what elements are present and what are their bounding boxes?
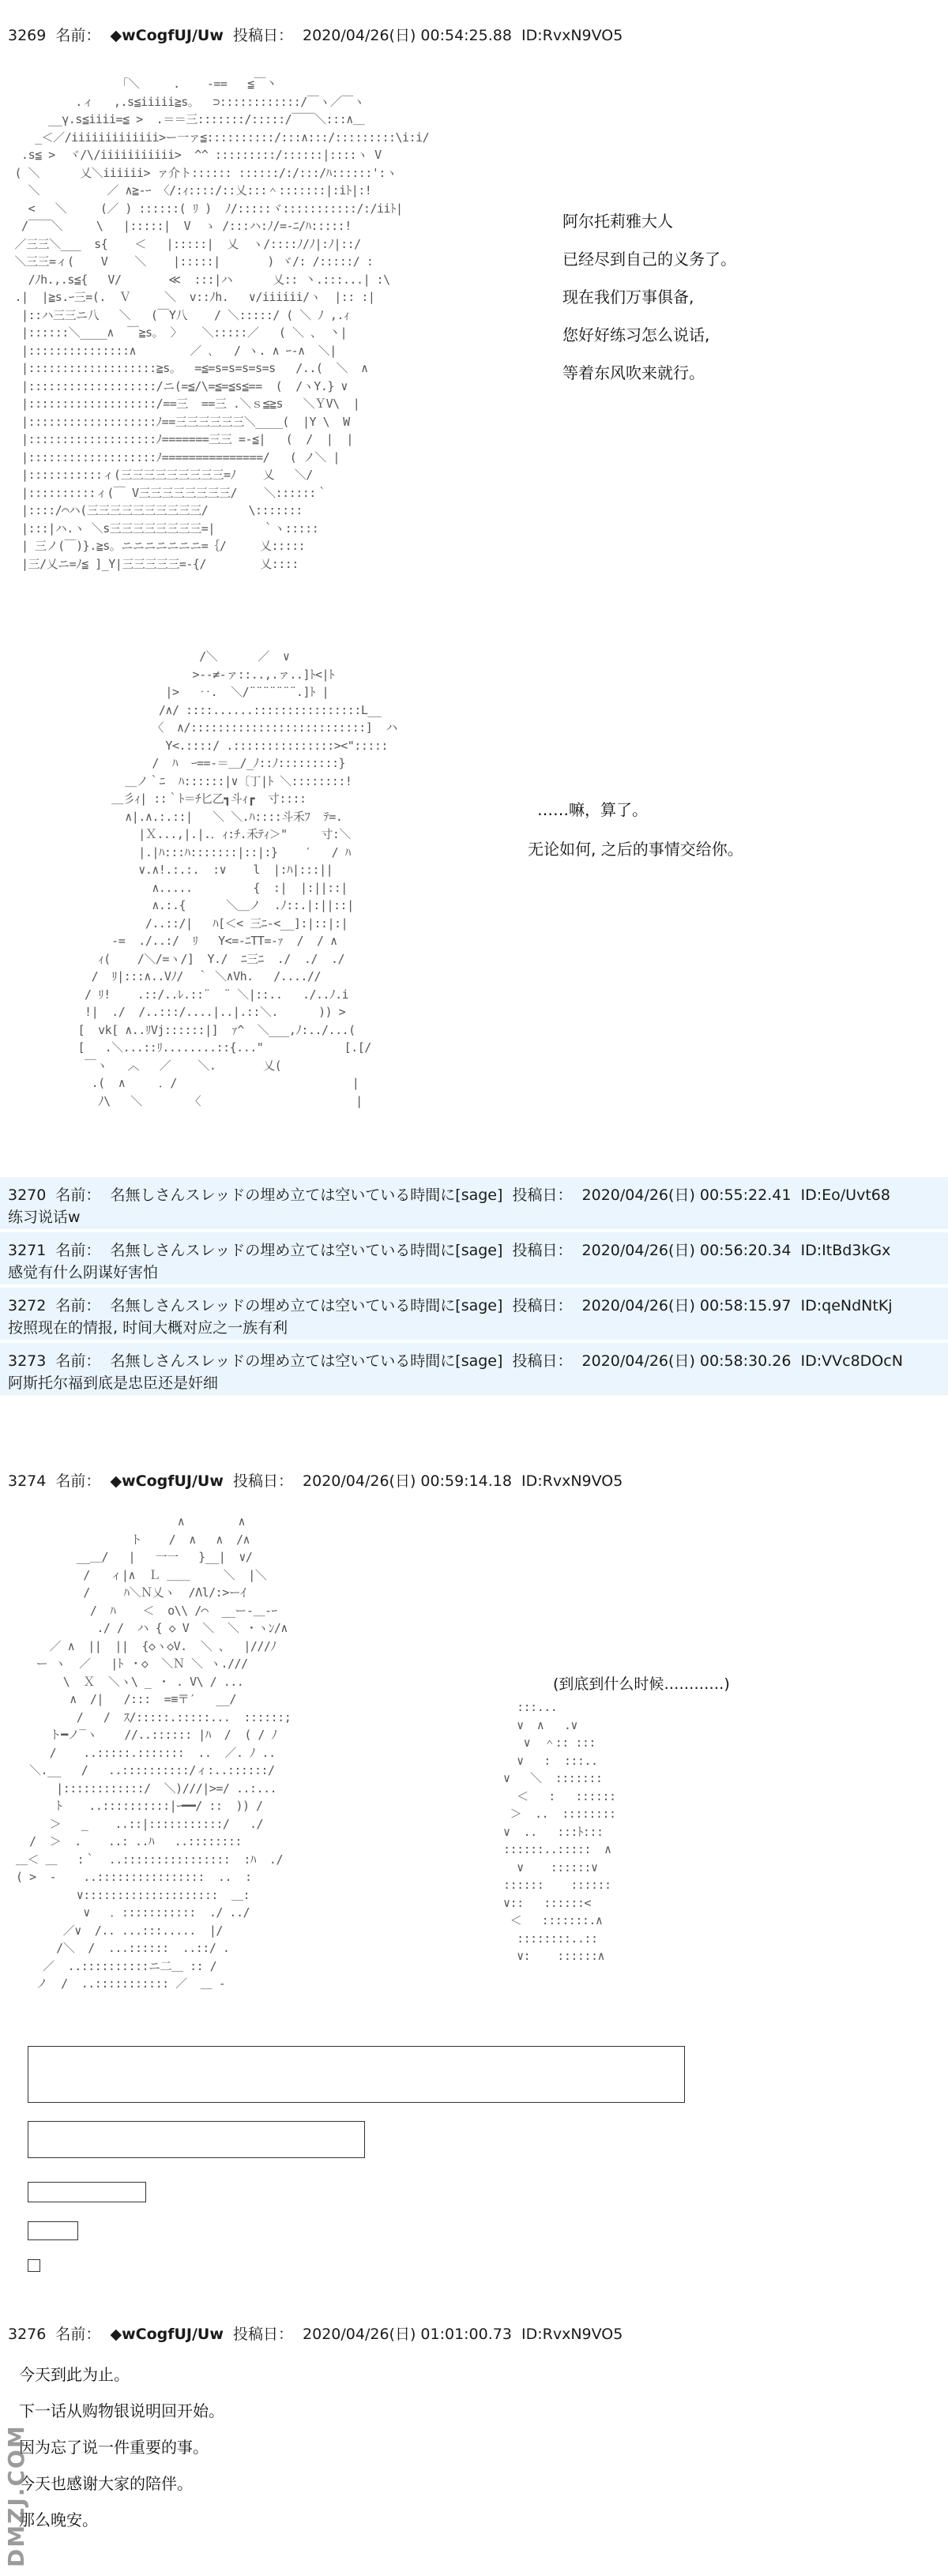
post-name-label: 名前： — [55, 2326, 101, 2343]
post-date-label: 投稿日： — [512, 1297, 573, 1314]
post-id[interactable]: ID:VVc8DOcN — [800, 1352, 903, 1370]
post-header — [8, 2322, 627, 2344]
post-author[interactable]: ◆wCogfUJ/Uw — [110, 27, 224, 44]
post-date: 2020/04/26(日) 00:55:22.41 — [581, 1186, 792, 1204]
post-date: 2020/04/26(日) 00:54:25.88 — [303, 27, 512, 44]
dialogue-line: 已经尽到自己的义务了。 — [562, 250, 736, 269]
dialogue-line: 无论如何, 之后的事情交给你。 — [528, 840, 743, 859]
post-id[interactable]: ID:qeNdNtKj — [800, 1297, 893, 1314]
post-body-line: 因为忘了说一件重要的事。 — [19, 2438, 209, 2457]
dialogue-line: 等着东风吹来就行。 — [562, 363, 705, 382]
ascii-art-character-1: ｢＼ . -== ≦￣丶 .ィ ,.s≦iiiii≧s。 ⊃::::::::::::/￣ヽ／￣ヽ __γ.s≦iiii=≦ > .＝＝三:::::::/:::::/￣￣＼:::∧＿ _＜／/iiiiiiiiiiiii>ー一ァ≦::::::::::/:::∧:::/:::::::::\i:i/ .s≦ > ヾ/\/iiiiiiiiiii> ^^ :::::::::/::::::|::::ヽ V ( ＼ 乂＼iiiiii> ァ介ト:::::: ::::::/:/:::/ﾊ::::::':ヽ ＼ ／ ∧≧-ｰ 〈/:ｨ::::/::乂:::＾:::::::|:iﾄ|:! < ＼ (／ ) ::::::( ﾘ ) ﾉ/:::::ヾ:::::::::::/:/iiﾄ| /￣￣＼ \ |:::::| V ゝ /:::ハ:ﾉ/=-ﾆ/ﾊ:::::! ／三三＼___ s{ ＜ |:::::| 乂 ヽ/::::ﾉ/ﾉ|:ﾉ|::/ ＼三三=ィ( V ＼ |:::::| ) ヾ/: /:::::/ : /ﾉh.,.s≦{ V/ ≪ :::|ハ 乂:: 丶.:::...| :\ .| |≧s.ｰ三=(. Ｖ ＼ v::ﾉh. ∨/iiiiii/ヽ |:: :| |::ハ三三ニ八 ＼ (￣Y八 / ＼:::::/ ( ＼ ﾉ ,.ｨ |::::::＼____∧ ￣≧s。 〉 ＼:::::／ ( ＼ 、 丶| |:::::::::::::::∧ ／ ､ / ヽ. ∧ ｰ-∧ ＼| |:::::::::::::::::::≧s。 =≦=s=s=s=s=s /..( ＼ ∧ |:::::::::::::::::::/ニ(=≦/\=≦=≦s≦== ( /ヽY.} ∨ |:::::::::::::::::::/==三 ==三 .＼ｓ≦≧s ＼ＹV\ | |:::::::::::::::::::ﾉ==三三三三三三＼____( |Y \ W |:::::::::::::::::::ﾉ=======三三 =-≦| ( / | | |:::::::::::::::::::ﾉ===============/ ( ノ＼ | |:::::::::::ィ(三三三三三三三三三=ﾉ 乂 ＼/ |::::::::::ィ(￣ V三三三三三三三三/ ＼::::::｀ |::::/⌒ハ(三三三三三三三三三三/ \::::::: |:::|ハ.ヽ ＼s三三三三三三三三=| ｀ヽ::::: | 三ノ(￣)}.≧s。ニニニニニニニ=｛/ 乂::::: |三/乂ニ=ﾉ≦ ]_Y|三三三三三=-{/ 乂:::: — [14, 77, 430, 571]
post-number: 3272 — [8, 1297, 47, 1314]
post-3273 — [0, 1343, 948, 1395]
post-header — [8, 1469, 627, 1491]
post-3270 — [0, 1177, 948, 1229]
post-date: 2020/04/26(日) 00:56:20.34 — [581, 1242, 792, 1259]
blank-box-5 — [28, 2259, 40, 2272]
post-3272 — [0, 1288, 948, 1340]
post-header — [8, 1239, 895, 1260]
post-id[interactable]: ID:Eo/Uvt68 — [800, 1186, 890, 1204]
post-body-line: 今天到此为止。 — [19, 2365, 130, 2384]
post-name-label: 名前： — [55, 1186, 101, 1204]
post-name-label: 名前： — [55, 1472, 101, 1490]
ascii-art-character-3: ∧ ∧ ト / ∧ ∧ /∧ __＿/ | 一一 }__| ∨/ / ィ|∧ Ｌ ＿＿ ＼ |＼ / ﾊ＼Ｎ乂ヽ /Λl/:>ーｲ / ﾊ ＜ o\\ /⌒ __ー-＿-ｰ ./ / ハ { ◇ V ＼ ＼ ・ヽﾝ/∧ ／ ∧ || || {◇ヽ◇V. ＼ 、 |///ﾉ ー ヽ ／ |ﾄ ・◇ ＼Ｎ ＼ ヽ./// \ Ｘ ＼ヽ\ _ ・ . V\ / ... ∧ /| /::: =≡〒′ __/ / / ｽ/:::::.:::::... ::::::; ト━ノ‾ヽ //..:::::: |ﾊ / ( / ﾉ / ..:::::.::::::: .. ／. ﾉ .. ＼.__ / ..::::::::::/ィ:..::::::/ |::::::::::::/ ＼)///|>=/ ..:... ﾄ ..::::::::::|ｰ━━/ :: )) / ＞ _ ..::|:::::::::::/ ./ / ＞ . ..: ..ﾊ ..:::::::: ＿＜ ＿ :｀ ..:::::::::::::::: :ﾊ ./ ( > - ..:::::::::::::::: .. : ∨:::::::::::::::::::: ＿: ∨ ．::::::::::: ./ ../ ／∨ /.. ...:::..... |/ /＼ / ...:::::: ..::/ . ／ ..::::::::::ニ二＿ :: / ノ / ..::::::::::: ／ ＿ - — [16, 1514, 292, 1991]
post-3276 — [0, 2307, 948, 2576]
post-date: 2020/04/26(日) 00:58:30.26 — [581, 1352, 792, 1370]
post-header — [8, 1349, 908, 1371]
post-body-line: 那么晚安。 — [19, 2510, 98, 2529]
post-number: 3271 — [8, 1242, 47, 1259]
blank-box-1 — [28, 2046, 685, 2103]
post-author[interactable]: 名無しさんスレッドの埋め立ては空いている時間に[sage] — [110, 1186, 503, 1204]
post-3274 — [0, 1422, 948, 2307]
dialogue-line: 您好好练习怎么说话, — [562, 325, 710, 344]
blank-box-3 — [28, 2182, 146, 2202]
watermark-logo: DMZJ.COM — [3, 2424, 29, 2567]
post-name-label: 名前： — [55, 1352, 101, 1370]
post-body-line: 下一话从购物银说明回开始。 — [19, 2401, 224, 2420]
post-date-label: 投稿日： — [512, 1186, 573, 1204]
post-date-label: 投稿日： — [512, 1352, 573, 1370]
post-date: 2020/04/26(日) 00:59:14.18 — [303, 1472, 512, 1490]
post-name-label: 名前： — [55, 1242, 101, 1259]
post-id[interactable]: ID:RvxN9VO5 — [521, 1472, 623, 1490]
post-name-label: 名前： — [55, 27, 101, 44]
ascii-art-character-3-detail: :::... ∨ ∧ .∨ ∨ ＾:: ::: ∨ : :::.. ∨ ＼ ::::::: ＜ : :::::: ＞ .. :::::::: ∨ .. :::ﾄ::: ::::::..::::: ∧ ∨ ::::::∨ :::::: :::::: ∨:: ::::::< ＜ :::::::.∧ ::::::::..:: ∨: ::::::∧ — [503, 1700, 616, 1963]
post-date-label: 投稿日： — [512, 1242, 573, 1259]
post-author[interactable]: ◆wCogfUJ/Uw — [110, 1472, 224, 1490]
dialogue-line: 现在我们万事俱备, — [562, 288, 694, 306]
dialogue-line: ……嘛，算了。 — [537, 800, 648, 819]
post-3271 — [0, 1232, 948, 1284]
post-id[interactable]: ID:ItBd3kGx — [800, 1242, 891, 1259]
blank-box-2 — [28, 2121, 365, 2158]
post-date: 2020/04/26(日) 01:01:00.73 — [303, 2326, 512, 2343]
post-author[interactable]: 名無しさんスレッドの埋め立ては空いている時間に[sage] — [110, 1352, 503, 1370]
post-date-label: 投稿日： — [232, 1472, 293, 1490]
post-number: 3269 — [8, 27, 47, 44]
post-date-label: 投稿日： — [232, 2326, 293, 2343]
post-id[interactable]: ID:RvxN9VO5 — [521, 27, 623, 44]
post-number: 3276 — [8, 2326, 47, 2343]
ascii-art-character-2: /＼ ／ ∨ >-‐≠‐ァ::..,.ァ..]ﾄ<|ﾄ |> ‥. ＼/¨¨¨¨¨¨¨.]ﾄ | /∧/ ::::......::::::::::::::::L__ 〈 ∧/::::::::::::::::::::::::::] ハ Y<.::::/ .:::::::::::::::><"::::: / ﾊ ｰ==-＝＿/_ﾉ::ﾉ:::::::::} ＿ノ｀ﾆ ﾊ::::::|∨〔丁|ﾄ ＼::::::::! ＿彡ｨ| ::｀ﾄ＝ﾁ匕乙┓斗ｨ┏ 寸:::: ∧|.∧.:.::| ＼ ＼.ﾊ::::斗禾ﾌ ﾃ=. |Ｘ...,|.|.．ｨ:ﾁ.禾ﾃｨ＞" 寸:＼ |.|ﾊ:::ﾊ:::::::|::|:} ′ / ﾊ ∨.∧!.:.:. :∨ l |:ﾊ|:::|| ∧..... { :| |:||::| ∧.:.{ ＼＿ノ .ﾉ::.|:||::| /..::/| ﾊ[＜< 三ﾆ-<__]:|::|:| -= ./..:/ ﾘ Y<=-ﾆTT=-ｧ / / ∧ ｨ( /＼/=ヽ/] Y./ ﾆ三ﾆ ./ ./ ./ / ﾘ|:::∧..Vﾉ/ ｀ ＼∧Vh. /....// / ﾘ! .::/..ﾚ.::¨ ¨ ＼|::.. ./..ﾉ.i !| ./ /..:::/....|..|.::＼. )) > [ vk[ ∧..ﾘVj::::::|] ｧ^ ＼___,ﾉ:../...( [ .＼...::ﾘ........::{..." [.[/ ￣ヽ ︿ ／ ＼. 乂( .( ∧ ．/ | ﾉ\ ＼ 〈 | — [77, 649, 397, 1108]
post-number: 3273 — [8, 1352, 47, 1370]
post-date: 2020/04/26(日) 00:58:15.97 — [581, 1297, 792, 1314]
dialogue-line: (到底到什么时候…………) — [553, 1675, 730, 1693]
post-number: 3274 — [8, 1472, 47, 1490]
post-body-line: 今天也感谢大家的陪伴。 — [19, 2474, 193, 2493]
post-body: 练习说话w — [8, 1209, 81, 1226]
post-name-label: 名前： — [55, 1297, 101, 1314]
post-header — [8, 1183, 895, 1205]
blank-box-4 — [28, 2221, 78, 2240]
post-body: 按照现在的情报, 时间大概对应之一族有利 — [8, 1319, 288, 1337]
post-author[interactable]: 名無しさんスレッドの埋め立ては空いている時間に[sage] — [110, 1242, 503, 1259]
post-3269 — [0, 0, 948, 1169]
post-author[interactable]: ◆wCogfUJ/Uw — [110, 2326, 224, 2343]
post-body: 阿斯托尔福到底是忠臣还是奸细 — [8, 1374, 219, 1392]
post-id[interactable]: ID:RvxN9VO5 — [521, 2326, 623, 2343]
dialogue-line: 阿尔托莉雅大人 — [562, 212, 673, 231]
post-header — [8, 24, 627, 45]
post-author[interactable]: 名無しさんスレッドの埋め立ては空いている時間に[sage] — [110, 1297, 503, 1314]
post-number: 3270 — [8, 1186, 47, 1204]
post-date-label: 投稿日： — [232, 27, 293, 44]
post-body: 感觉有什么阴谋好害怕 — [8, 1264, 159, 1281]
post-header — [8, 1294, 897, 1315]
